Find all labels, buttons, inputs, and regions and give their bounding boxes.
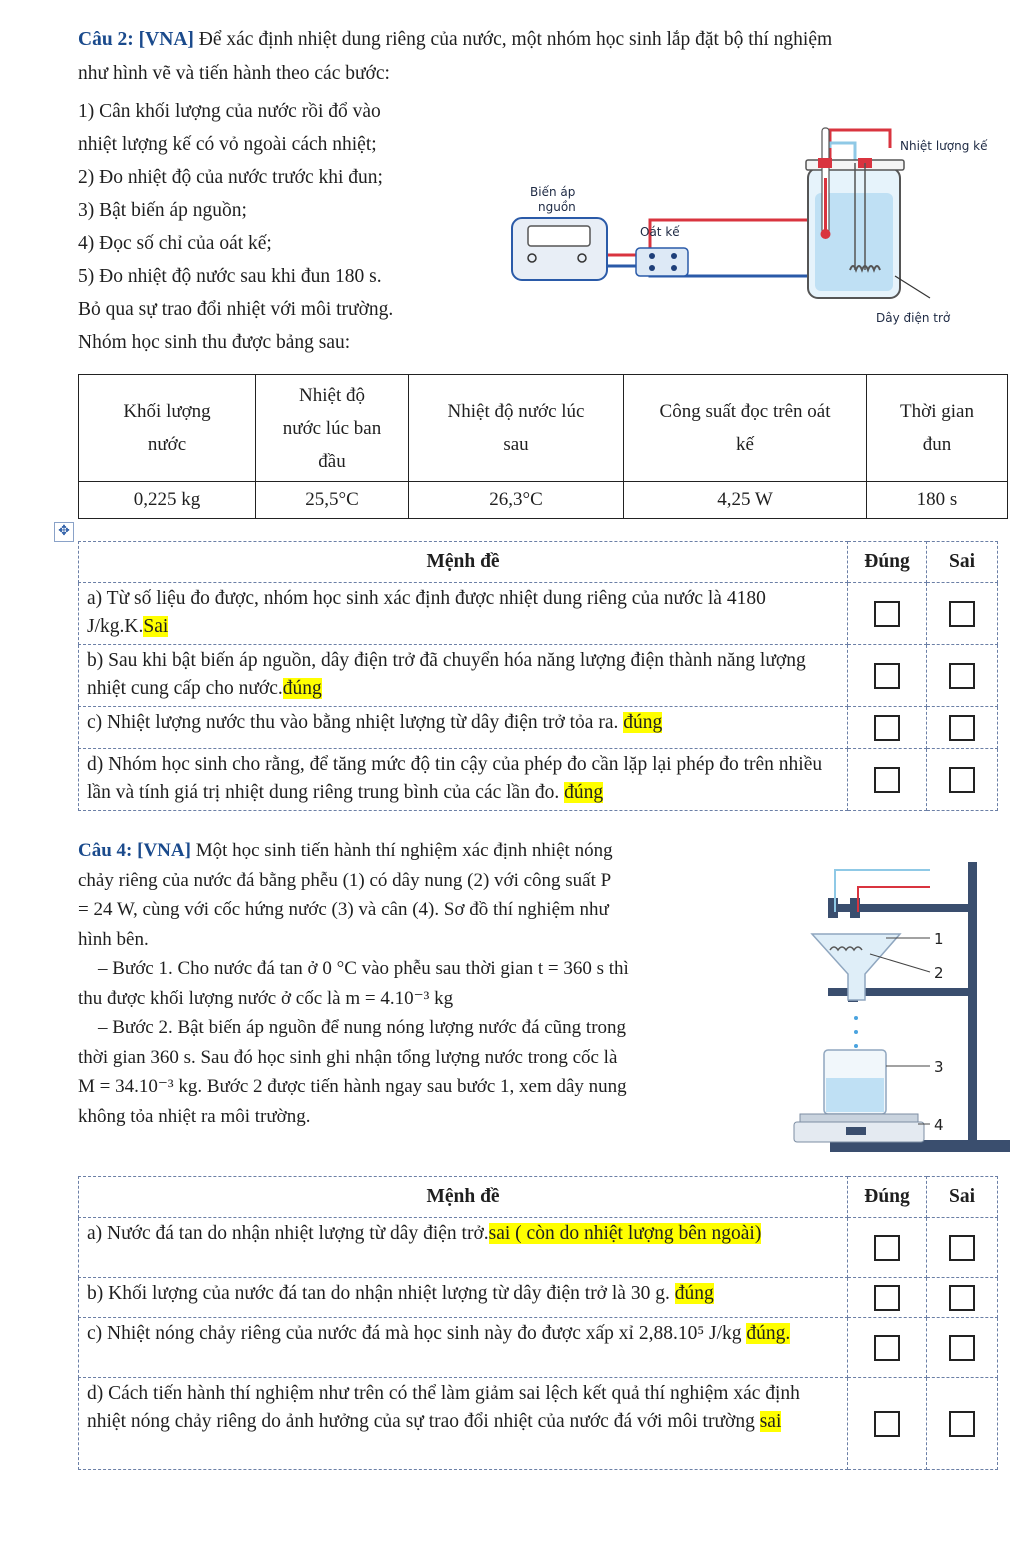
statement-text: d) Cách tiến hành thí nghiệm như trên có thể làm giảm sai lệch kết quả thí nghiệm xác định nhiệt nóng chảy riêng do ảnh hưởng của sự trao đổi nhiệt của nước đá với môi trường [87,1383,800,1432]
q2-step: 5) Đo nhiệt độ nước sau khi đun 180 s. [78,266,382,287]
table-row [79,482,1008,519]
true-checkbox[interactable] [874,601,900,627]
calorimeter-circuit-diagram [500,118,1020,333]
true-checkbox[interactable] [874,663,900,689]
true-checkbox[interactable] [874,1235,900,1261]
statement-row [79,707,998,749]
header-power: Công suất đọc trên oát kế [624,375,867,482]
false-checkbox[interactable] [949,663,975,689]
header-time: Thời gian đun [867,375,1008,482]
header-initial-temp: Nhiệt độ nước lúc ban đầu [256,375,409,482]
true-checkbox[interactable] [874,767,900,793]
statement-text: a) Từ số liệu đo được, nhóm học sinh xác định được nhiệt dung riêng của nước là 4180 J/kg.K. [87,588,766,637]
q4-body [78,836,629,1131]
q4-line: không tỏa nhiệt ra môi trường. [78,1105,311,1127]
false-checkbox[interactable] [949,601,975,627]
statement-row [79,1278,998,1318]
true-checkbox[interactable] [874,1335,900,1361]
true-checkbox[interactable] [874,715,900,741]
statement-row [79,749,998,811]
label-heater: 2 [934,964,944,982]
q4-label: Câu 4: [VNA] [78,840,191,861]
wattmeter-label: Oát kế [640,225,680,239]
melting-experiment-diagram [790,842,1020,1158]
header-final-temp: Nhiệt độ nước lúc sau [409,375,624,482]
cell-final-temp: 26,3°C [409,482,624,519]
statement-row [79,583,998,645]
statement-text: d) Nhóm học sinh cho rằng, để tăng mức độ tin cậy của phép đo cần lặp lại phép đo trên nhiều lần và tính giá trị nhiệt dung riêng trung bình của các lần đo. [87,754,823,803]
q4-line: thu được khối lượng nước ở cốc là m = 4.10⁻³ kg [78,987,454,1009]
false-checkbox[interactable] [949,1335,975,1361]
q2-steps [78,95,393,359]
q2-intro-text: Để xác định nhiệt dung riêng của nước, một nhóm học sinh lắp đặt bộ thí nghiệm [198,29,833,50]
label-scale: 4 [934,1116,944,1134]
false-checkbox[interactable] [949,767,975,793]
q4-line: hình bên. [78,928,149,950]
cell-time: 180 s [867,482,1008,519]
answer-mark: đúng [282,678,322,699]
cell-initial-temp: 25,5°C [256,482,409,519]
false-checkbox[interactable] [949,1285,975,1311]
q2-step: 3) Bật biến áp nguồn; [78,200,247,221]
q4-line: = 24 W, cùng với cốc hứng nước (3) và cân (4). Sơ đồ thí nghiệm như [78,899,609,920]
false-checkbox[interactable] [949,1411,975,1437]
q2-label: Câu 2: [VNA] [78,29,194,50]
q4-line: – Bước 2. Bật biến áp nguồn để nung nóng lượng nước đá cũng trong [98,1017,627,1038]
cell-mass: 0,225 kg [79,482,256,519]
false-header: Sai [927,1177,998,1218]
label-funnel: 1 [934,930,944,948]
cell-power: 4,25 W [624,482,867,519]
q4-line: chảy riêng của nước đá bằng phễu (1) có dây nung (2) với công suất P [78,869,612,891]
answer-mark: đúng. [746,1323,791,1344]
source-label-line1: Biến áp [530,185,576,199]
q4-line: thời gian 360 s. Sau đó học sinh ghi nhận tổng lượng nước trong cốc là [78,1046,618,1068]
q2-intro-line2: như hình vẽ và tiến hành theo các bước: [78,63,390,84]
label-beaker: 3 [934,1058,944,1076]
q4-line: Một học sinh tiến hành thí nghiệm xác định nhiệt nóng [195,840,613,861]
q2-step: Bỏ qua sự trao đổi nhiệt với môi trường. [78,299,394,320]
source-label-line2: nguồn [538,200,576,214]
calorimeter-label: Nhiệt lượng kế [900,139,988,153]
answer-mark: đúng [623,712,663,733]
resistor-label: Dây điện trở [876,311,951,325]
statement-header: Mệnh đề [79,542,848,583]
statement-text: a) Nước đá tan do nhận nhiệt lượng từ dây điện trở. [87,1223,489,1244]
table-header-row [79,375,1008,482]
answer-mark: đúng [674,1283,714,1304]
true-header: Đúng [848,1177,927,1218]
q2-intro [78,24,832,56]
answer-mark: đúng [564,782,604,803]
statement-header: Mệnh đề [79,1177,848,1218]
q2-table-intro: Nhóm học sinh thu được bảng sau: [78,332,351,353]
statement-text: c) Nhiệt nóng chảy riêng của nước đá mà học sinh này đo được xấp xỉ 2,88.10⁵ J/kg [87,1323,742,1344]
false-checkbox[interactable] [949,715,975,741]
true-checkbox[interactable] [874,1285,900,1311]
true-header: Đúng [848,542,927,583]
q2-step: 1) Cân khối lượng của nước rồi đổ vào [78,101,381,122]
q2-step: 2) Đo nhiệt độ của nước trước khi đun; [78,167,383,188]
q2-step: 4) Đọc số chỉ của oát kế; [78,233,272,254]
statement-text: b) Khối lượng của nước đá tan do nhận nhiệt lượng từ dây điện trở là 30 g. [87,1283,670,1304]
table-move-handle-icon[interactable]: ✥ [54,522,74,542]
q2-step: nhiệt lượng kế có vỏ ngoài cách nhiệt; [78,134,377,155]
statement-row [79,645,998,707]
q4-statements-table [78,1176,998,1470]
answer-mark: sai ( còn do nhiệt lượng bên ngoài) [488,1223,762,1244]
statement-row [79,1318,998,1378]
q4-line: M = 34.10⁻³ kg. Bước 2 được tiến hành ngay sau bước 1, xem dây nung [78,1076,627,1097]
answer-mark: sai [759,1411,782,1432]
false-checkbox[interactable] [949,1235,975,1261]
q2-statements-table [78,541,998,811]
statement-text: c) Nhiệt lượng nước thu vào bằng nhiệt lượng từ dây điện trở tỏa ra. [87,712,619,733]
statement-row [79,1378,998,1470]
statement-row [79,1218,998,1278]
q2-data-table [78,374,1008,519]
header-mass: Khối lượng nước [79,375,256,482]
false-header: Sai [927,542,998,583]
true-checkbox[interactable] [874,1411,900,1437]
q4-line: – Bước 1. Cho nước đá tan ở 0 °C vào phễu sau thời gian t = 360 s thì [98,958,629,979]
answer-mark: Sai [143,616,169,637]
statement-text: b) Sau khi bật biến áp nguồn, dây điện trở đã chuyển hóa năng lượng điện thành năng lượng nhiệt cung cấp cho nước. [87,650,806,699]
